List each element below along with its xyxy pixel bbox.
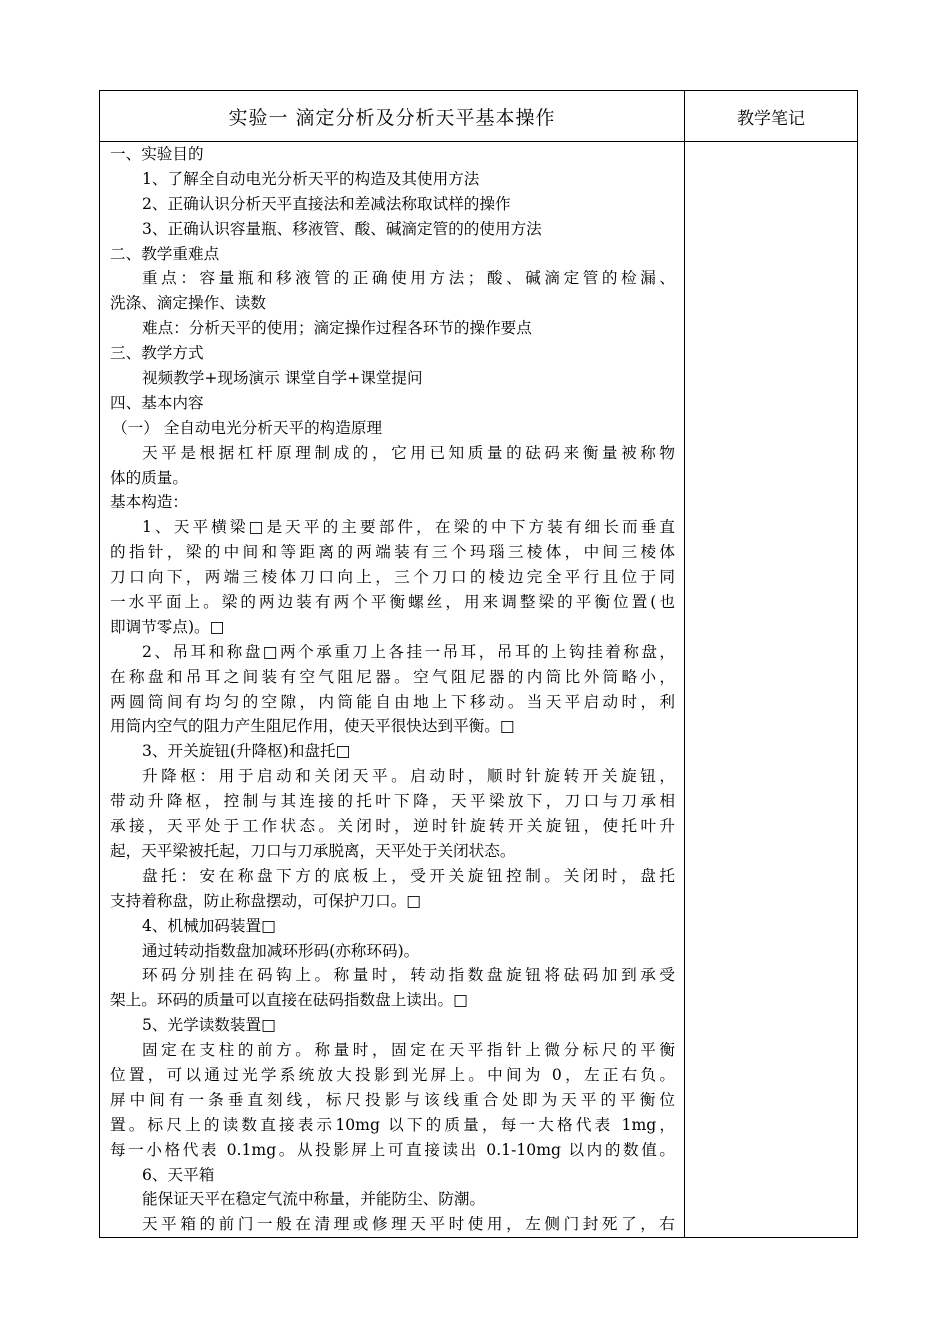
text-line: 支持着称盘，防止称盘摆动，可保护刀口。□ <box>110 891 422 910</box>
text-line: 三、教学方式 <box>110 344 204 363</box>
text-line: 3、正确认识容量瓶、移液管、酸、碱滴定管的的使用方法 <box>142 219 542 238</box>
text-line: 刀口向下，两端三棱体刀口向上，三个刀口的棱边完全平行且位于同 <box>110 568 675 587</box>
text-line: 1、天平横梁□是天平的主要部件，在梁的中下方装有细长而垂直 <box>142 518 675 537</box>
text-line: 天平是根据杠杆原理制成的，它用已知质量的砝码来衡量被称物 <box>142 443 675 462</box>
content-body <box>110 142 675 1237</box>
text-line: 屏中间有一条垂直刻线，标尺投影与该线重合处即为天平的平衡位 <box>110 1090 675 1109</box>
text-line: 带动升降枢，控制与其连接的托叶下降，天平梁放下，刀口与刀承相 <box>110 792 675 811</box>
text-line: 视频教学+现场演示 课堂自学+课堂提问 <box>142 369 423 388</box>
text-line: 基本构造： <box>110 493 188 512</box>
column-divider <box>684 91 685 1237</box>
text-line: 通过转动指数盘加减环形码(亦称环码)。 <box>142 941 420 960</box>
text-line: 用筒内空气的阻力产生阻尼作用，使天平很快达到平衡。□ <box>110 717 515 736</box>
text-line: 固定在支柱的前方。称量时，固定在天平指针上微分标尺的平衡 <box>142 1041 675 1060</box>
text-line: 承接，天平处于工作状态。关闭时，逆时针旋转开关旋钮，使托叶升 <box>110 817 675 836</box>
text-line: 一、实验目的 <box>110 145 204 163</box>
text-line: （一） 全自动电光分析天平的构造原理 <box>112 418 383 437</box>
text-line: 架上。环码的质量可以直接在砝码指数盘上读出。□ <box>110 991 468 1010</box>
text-line: 6、天平箱 <box>142 1165 215 1184</box>
notes-column-header: 教学笔记 <box>737 108 805 129</box>
text-line: 的指针，梁的中间和等距离的两端装有三个玛瑙三棱体，中间三棱体 <box>110 543 675 562</box>
page-title: 实验一 滴定分析及分析天平基本操作 <box>228 106 556 129</box>
text-line: 盘托：安在称盘下方的底板上，受开关旋钮控制。关闭时，盘托 <box>142 866 675 885</box>
text-line: 5、光学读数装置□ <box>142 1016 276 1035</box>
text-line: 3、开关旋钮(升降枢)和盘托□ <box>142 742 351 761</box>
text-line: 位置，可以通过光学系统放大投影到光屏上。中间为 0，左正右负。 <box>110 1065 675 1084</box>
text-line: 一水平面上。梁的两边装有两个平衡螺丝，用来调整梁的平衡位置(也 <box>110 593 675 612</box>
text-line: 起，天平梁被托起，刀口与刀承脱离，天平处于关闭状态。 <box>110 841 516 860</box>
text-line: 四、基本内容 <box>110 393 204 412</box>
text-line: 4、机械加码装置□ <box>142 916 276 935</box>
text-line: 置。标尺上的读数直接表示10mg 以下的质量，每一大格代表 1mg， <box>110 1115 675 1134</box>
text-line: 重点：容量瓶和移液管的正确使用方法；酸、碱滴定管的检漏、 <box>142 269 675 288</box>
text-line: 二、教学重难点 <box>110 244 220 263</box>
document-table <box>99 90 858 1238</box>
text-line: 在称盘和吊耳之间装有空气阻尼器。空气阻尼器的内筒比外筒略小， <box>110 667 675 686</box>
text-line: 2、吊耳和称盘□两个承重刀上各挂一吊耳，吊耳的上钩挂着称盘， <box>142 642 675 661</box>
text-line: 能保证天平在稳定气流中称量，并能防尘、防潮。 <box>142 1190 486 1209</box>
text-line: 两圆筒间有均匀的空隙，内筒能自由地上下移动。当天平启动时，利 <box>110 692 675 711</box>
text-line: 体的质量。 <box>110 468 188 487</box>
text-line: 1、了解全自动电光分析天平的构造及其使用方法 <box>142 169 480 188</box>
text-line: 洗涤、滴定操作、读数 <box>110 294 266 313</box>
text-line: 升降枢：用于启动和关闭天平。启动时，顺时针旋转开关旋钮， <box>142 767 675 786</box>
text-line: 每一小格代表 0.1mg。从投影屏上可直接读出 0.1-10mg 以内的数值。 <box>110 1140 675 1159</box>
text-line: 环码分别挂在码钩上。称量时，转动指数盘旋钮将砝码加到承受 <box>142 966 675 985</box>
text-line: 2、正确认识分析天平直接法和差减法称取试样的操作 <box>142 194 511 213</box>
text-line: 即调节零点)。□ <box>110 617 225 636</box>
text-line: 天平箱的前门一般在清理或修理天平时使用，左侧门封死了，右 <box>142 1215 675 1234</box>
text-line: 难点：分析天平的使用；滴定操作过程各环节的操作要点 <box>142 319 532 338</box>
